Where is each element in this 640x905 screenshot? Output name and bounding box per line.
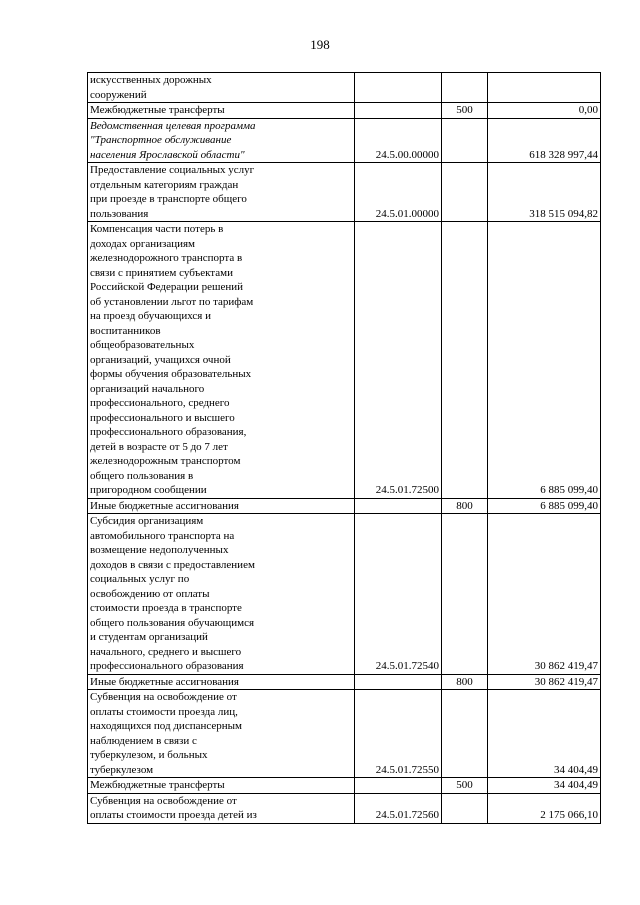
budget-table-body (88, 73, 601, 824)
row-name-cell: Иные бюджетные ассигнования (88, 674, 355, 690)
row-expense-kind-cell: 500 (442, 778, 488, 794)
row-expense-kind-cell: 800 (442, 674, 488, 690)
row-expense-kind-cell (442, 222, 488, 499)
row-code-cell: 24.5.01.72550 (355, 690, 442, 778)
row-code-cell: 24.5.01.72500 (355, 222, 442, 499)
table-row (88, 103, 601, 119)
table-row (88, 778, 601, 794)
row-name-cell: Межбюджетные трансферты (88, 778, 355, 794)
row-name-cell: Межбюджетные трансферты (88, 103, 355, 119)
row-amount-cell: 30 862 419,47 (488, 514, 601, 675)
row-amount-cell: 30 862 419,47 (488, 674, 601, 690)
row-expense-kind-cell: 800 (442, 498, 488, 514)
row-amount-cell: 6 885 099,40 (488, 498, 601, 514)
row-expense-kind-cell (442, 73, 488, 103)
table-row (88, 793, 601, 823)
table-row (88, 73, 601, 103)
table-row (88, 118, 601, 163)
row-name-cell: Субвенция на освобождение от оплаты стоимости проезда лиц, находящихся под диспансерным наблюдением в связи с туберкулезом, и больных туберкулезом (88, 690, 355, 778)
row-code-cell: 24.5.00.00000 (355, 118, 442, 163)
row-amount-cell: 34 404,49 (488, 778, 601, 794)
table-row (88, 498, 601, 514)
row-amount-cell: 34 404,49 (488, 690, 601, 778)
row-name-cell: Субвенция на освобождение от оплаты стоимости проезда детей из (88, 793, 355, 823)
row-code-cell: 24.5.01.72560 (355, 793, 442, 823)
row-name-cell: Компенсация части потерь в доходах организациям железнодорожного транспорта в связи с принятием субъектами Российской Федерации решений об установлении льгот по тарифам на проезд обучающихся и воспитанников общеобразовательных организаций, учащихся очной формы обучения образовательных организаций начального профессионального, среднего профессионального и высшего профессионального образования, детей в возрасте от 5 до 7 лет железнодорожным транспортом общего пользования в пригородном сообщении (88, 222, 355, 499)
row-amount-cell: 0,00 (488, 103, 601, 119)
row-code-cell: 24.5.01.00000 (355, 163, 442, 222)
row-code-cell: 24.5.01.72540 (355, 514, 442, 675)
table-row (88, 514, 601, 675)
row-amount-cell (488, 73, 601, 103)
row-code-cell (355, 674, 442, 690)
row-name-cell: Иные бюджетные ассигнования (88, 498, 355, 514)
table-row (88, 163, 601, 222)
table-row (88, 222, 601, 499)
row-name-cell: Субсидия организациям автомобильного транспорта на возмещение недополученных доходов в связи с предоставлением социальных услуг по освобождению от оплаты стоимости проезда в транспорте общего пользования обучающимся и студентам организаций начального, среднего и высшего профессионального образования (88, 514, 355, 675)
row-amount-cell: 6 885 099,40 (488, 222, 601, 499)
row-expense-kind-cell (442, 793, 488, 823)
row-code-cell (355, 73, 442, 103)
table-row (88, 674, 601, 690)
row-name-cell: искусственных дорожных сооружений (88, 73, 355, 103)
row-expense-kind-cell (442, 163, 488, 222)
page-number: 198 (310, 37, 330, 52)
row-amount-cell: 618 328 997,44 (488, 118, 601, 163)
row-expense-kind-cell: 500 (442, 103, 488, 119)
row-name-cell: Предоставление социальных услуг отдельным категориям граждан при проезде в транспорте общего пользования (88, 163, 355, 222)
row-code-cell (355, 103, 442, 119)
row-amount-cell: 2 175 066,10 (488, 793, 601, 823)
row-expense-kind-cell (442, 118, 488, 163)
table-row (88, 690, 601, 778)
row-code-cell (355, 498, 442, 514)
row-amount-cell: 318 515 094,82 (488, 163, 601, 222)
row-expense-kind-cell (442, 514, 488, 675)
row-code-cell (355, 778, 442, 794)
row-expense-kind-cell (442, 690, 488, 778)
budget-table (87, 72, 601, 824)
row-name-cell: Ведомственная целевая программа "Транспортное обслуживание населения Ярославской области" (88, 118, 355, 163)
